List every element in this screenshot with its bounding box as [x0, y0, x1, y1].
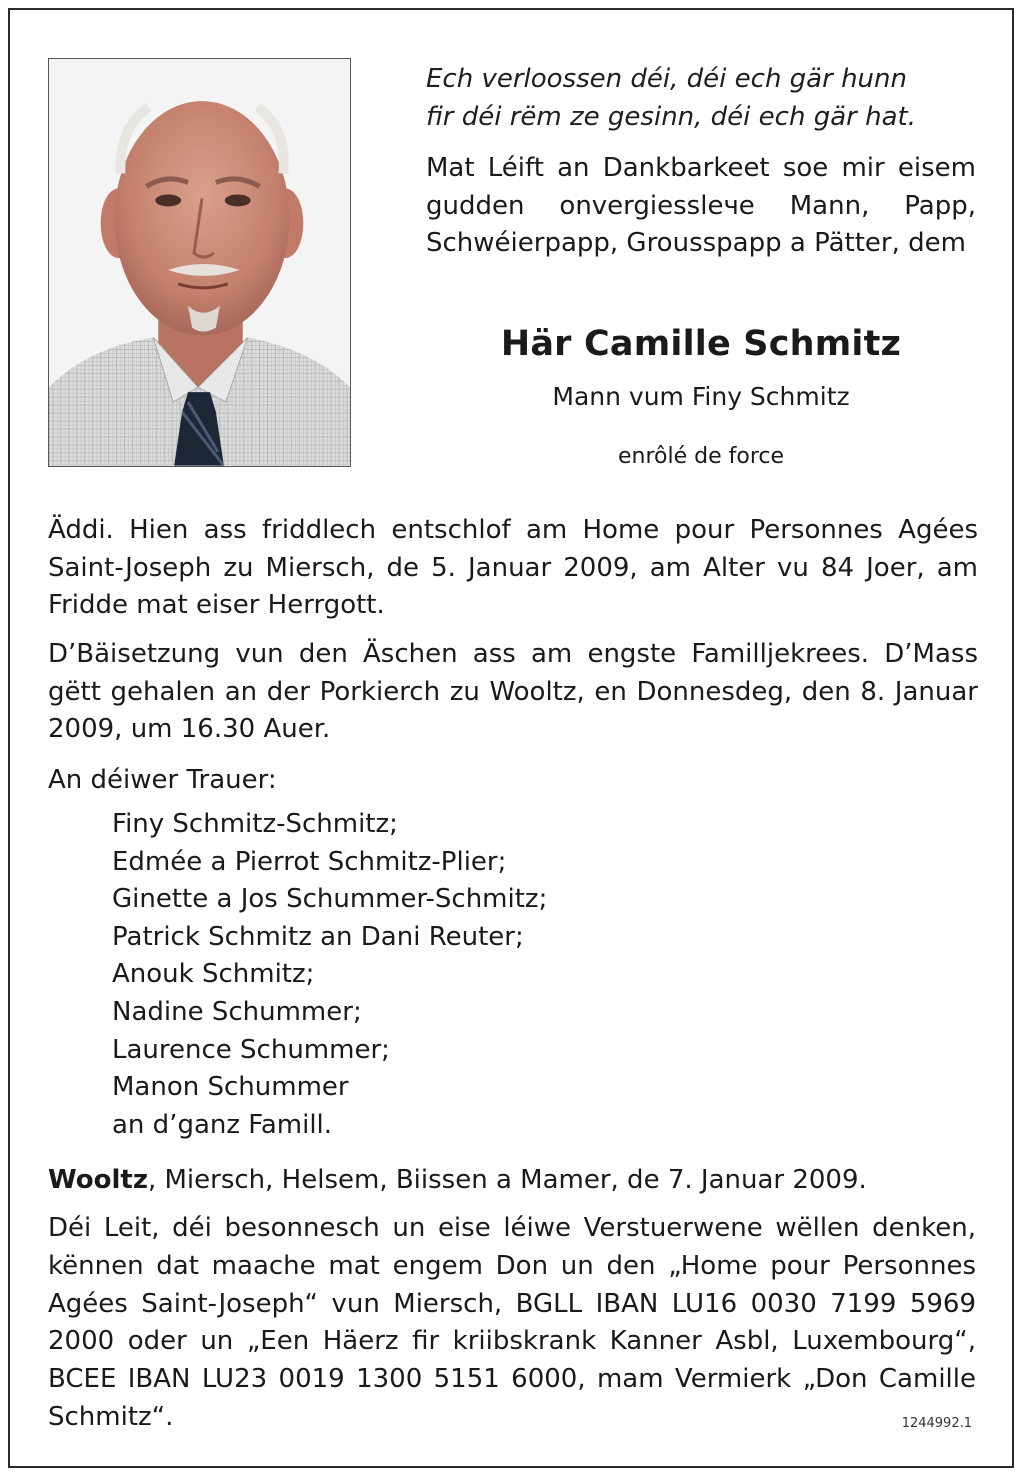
death-paragraph: Äddi. Hien ass friddlech entschlof am Home pour Personnes Agées Saint-Joseph zu Miersch, de 5. Januar 2009, am Alter vu 84 Joer, am Fridde mat eiser Herrgott.	[48, 515, 978, 620]
town-name: Wooltz	[48, 1165, 148, 1195]
list-item: an d’ganz Famill.	[112, 1109, 333, 1140]
list-item: Laurence Schummer;	[112, 1034, 390, 1065]
obituary-notice	[8, 8, 1014, 1468]
mourners-title: An déiwer Trauer:	[48, 765, 277, 795]
list-item: Ginette a Jos Schummer-Schmitz;	[112, 884, 548, 915]
quote-line: Ech verloossen déi, déi ech gär hunn	[426, 64, 907, 94]
intro-text: Mat Léift an Dankbarkeet soe mir eisem gudden onvergiesslече Mann, Papp, Schwéierpapp, Grousspapp a Pätter, dem	[426, 153, 976, 258]
quote-line: fir déi rëm ze gesinn, déi ech gär hat.	[426, 102, 916, 132]
funeral-paragraph: D’Bäisetzung vun den Äschen ass am engste Familljekrees. D’Mass gëtt gehalen an der Porkierch zu Wooltz, en Donnesdeg, den 8. Januar 2009, um 16.30 Auer.	[48, 639, 978, 744]
list-item: Manon Schummer	[112, 1072, 349, 1103]
list-item: Edmée a Pierrot Schmitz-Plier;	[112, 846, 507, 877]
status-line: enrôlé de force	[617, 444, 785, 469]
list-item: Patrick Schmitz an Dani Reuter;	[112, 921, 524, 952]
place-date-rest: , Miersch, Helsem, Biissen a Mamer, de 7. Januar 2009.	[147, 1165, 867, 1195]
portrait-photo	[48, 58, 351, 467]
portrait-illustration	[49, 59, 350, 466]
spouse-line: Mann vum Finy Schmitz	[552, 382, 850, 411]
list-item: Finy Schmitz-Schmitz;	[112, 809, 398, 839]
place-date-line	[48, 1162, 867, 1200]
mourners-list	[112, 806, 547, 1144]
reference-number: 1244992.1	[901, 1416, 972, 1431]
list-item: Nadine Schummer;	[112, 996, 362, 1027]
epitaph-quote	[426, 60, 986, 136]
deceased-name: Här Camille Schmitz	[500, 324, 902, 364]
donation-paragraph: Déi Leit, déi besonnesch un eise léiwe Verstuerwene wëllen denken, kënnen dat maache mat engem Don un den „Home pour Personnes Agées Saint-Joseph“ vun Miersch, BGLL IBAN LU16 0030 7199 5969 2000 oder un „Een Häerz fir kriibskrank Kanner Asbl, Luxembourg“, BCEE IBAN LU23 0019 1300 5151 6000, mam Vermierk „Don Camille Schmitz“.	[48, 1213, 976, 1432]
list-item: Anouk Schmitz;	[112, 959, 315, 990]
